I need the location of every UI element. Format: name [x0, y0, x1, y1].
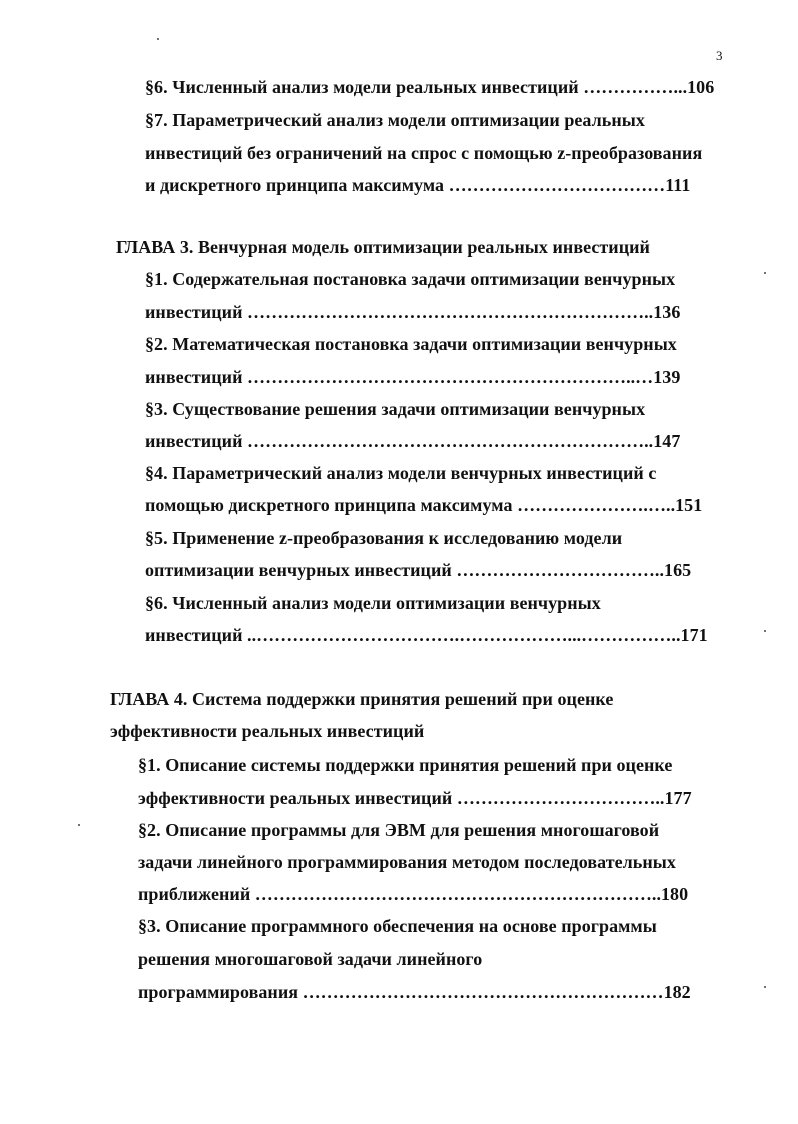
toc-text: помощью дискретного принципа максимума ………………….…..151 — [145, 495, 703, 515]
toc-line-ch3-s2-b — [145, 366, 680, 388]
toc-line-ch3-s5-a — [145, 527, 622, 549]
toc-text: §3. Существование решения задачи оптимизации венчурных — [145, 399, 646, 419]
toc-line-ch3-s3-b — [145, 430, 680, 452]
toc-line-ch3-s6-b — [145, 624, 708, 646]
toc-text: §4. Параметрический анализ модели венчурных инвестиций с — [145, 463, 657, 483]
scan-speck — [764, 986, 766, 988]
toc-text: §3. Описание программного обеспечения на основе программы — [138, 916, 657, 936]
toc-line-ch4-s2-c — [138, 883, 688, 905]
toc-text: §2. Описание программы для ЭВМ для решения многошаговой — [138, 820, 660, 840]
toc-line-ch3-s2-a — [145, 333, 677, 355]
toc-text: ГЛАВА 3. Венчурная модель оптимизации реальных инвестиций — [116, 237, 650, 257]
toc-line-ch4-s2-a — [138, 819, 659, 841]
toc-text: инвестиций …………………………………………………………..147 — [145, 431, 681, 451]
toc-text: эффективности реальных инвестиций ……………………………..177 — [138, 788, 692, 808]
toc-line-ch2-s6 — [145, 76, 714, 98]
scan-speck — [157, 38, 159, 40]
toc-line-ch4-s3-b — [138, 948, 482, 970]
toc-text: приближений …………………………………………………………..180 — [138, 884, 689, 904]
toc-text: и дискретного принципа максимума ………………………………111 — [145, 175, 691, 195]
toc-line-ch4-s3-a — [138, 915, 657, 937]
toc-line-ch4-s3-c — [138, 981, 691, 1003]
toc-line-ch2-s7-a — [145, 109, 645, 131]
toc-text: §1. Описание системы поддержки принятия решений при оценке — [138, 755, 673, 775]
chapter-4-heading-b — [110, 720, 424, 742]
toc-text: §7. Параметрический анализ модели оптимизации реальных — [145, 110, 645, 130]
toc-line-ch4-s1-b — [138, 787, 692, 809]
toc-line-ch3-s4-b — [145, 494, 702, 516]
toc-line-ch3-s1-b — [145, 301, 680, 323]
toc-text: программирования ……………………………………………………182 — [138, 982, 691, 1002]
toc-line-ch3-s3-a — [145, 398, 645, 420]
toc-text: §6. Численный анализ модели оптимизации венчурных — [145, 593, 601, 613]
toc-text: ГЛАВА 4. Система поддержки принятия решений при оценке — [110, 689, 614, 709]
toc-line-ch3-s4-a — [145, 462, 656, 484]
toc-text: инвестиций ..…………………………….………………...……………..171 — [145, 625, 708, 645]
toc-text: эффективности реальных инвестиций — [110, 721, 425, 741]
toc-line-ch3-s1-a — [145, 268, 675, 290]
toc-text: инвестиций …………………………………………………………..136 — [145, 302, 681, 322]
toc-text: §2. Математическая постановка задачи оптимизации венчурных — [145, 334, 677, 354]
toc-line-ch2-s7-b — [145, 142, 702, 164]
toc-line-ch3-s6-a — [145, 592, 601, 614]
scan-speck — [78, 824, 80, 826]
toc-line-ch3-s5-b — [145, 559, 691, 581]
toc-text: §6. Численный анализ модели реальных инвестиций ……………...106 — [145, 77, 715, 97]
toc-text: §5. Применение z-преобразования к исследованию модели — [145, 528, 623, 548]
page-number: 3 — [716, 48, 723, 63]
toc-text: инвестиций без ограничений на спрос с помощью z-преобразования — [145, 143, 703, 163]
toc-text: задачи линейного программирования методом последовательных — [138, 852, 676, 872]
toc-text: §1. Содержательная постановка задачи оптимизации венчурных — [145, 269, 676, 289]
chapter-4-heading-a — [110, 688, 613, 710]
toc-text: оптимизации венчурных инвестиций ……………………………..165 — [145, 560, 692, 580]
scan-speck — [764, 630, 766, 632]
toc-line-ch4-s2-b — [138, 851, 676, 873]
toc-text: инвестиций ………………………………………………………..…139 — [145, 367, 681, 387]
toc-line-ch2-s7-c — [145, 174, 690, 196]
toc-text: решения многошаговой задачи линейного — [138, 949, 483, 969]
toc-line-ch4-s1-a — [138, 754, 672, 776]
chapter-3-heading — [116, 236, 650, 258]
scan-speck — [764, 272, 766, 274]
